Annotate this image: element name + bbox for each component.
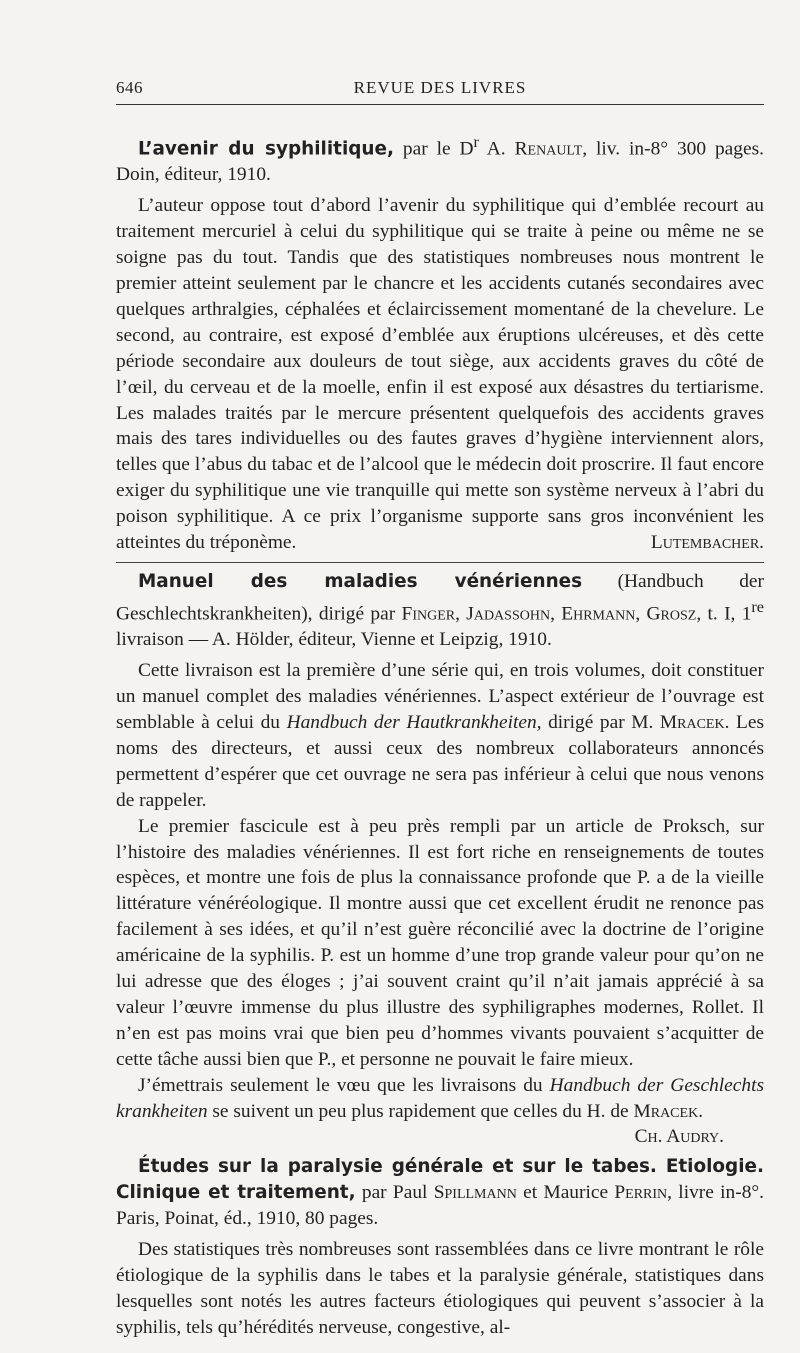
review-2-p1-c: . Les noms des directeurs, et aussi ceux des nombreux collaborateurs annoncés permettent d’espérer que cet ouvrage ne sera pas inférieur à celui que nous venons de rappeler.	[116, 711, 765, 811]
review-3-heading	[116, 1154, 764, 1232]
review-2-author-4: Grosz	[646, 603, 697, 625]
page-header	[116, 74, 764, 105]
review-2-heading	[116, 569, 764, 653]
page-number: 646	[116, 78, 143, 97]
review-1-author: Renault	[514, 138, 583, 160]
review-3-citation-a: par Paul	[355, 1182, 434, 1204]
review-2-paragraph-3	[116, 1073, 764, 1151]
review-2-p1-a: Cette livraison est la première d’une série qui, en trois volumes, doit constituer un manuel complet des maladies vénériennes. L’aspect extérieur de l’ouvrage est semblable à celui du	[116, 660, 764, 733]
review-1-heading	[116, 130, 764, 188]
review-2-title: Manuel des maladies vénériennes	[138, 570, 583, 592]
review-2-paragraph-1	[116, 658, 764, 813]
review-2-author-3: Ehrmann	[561, 603, 636, 625]
review-2-paragraph-2: Le premier fascicule est à peu près rempli par un article de Proksch, sur l’histoire des maladies vénériennes. Il est fort riche en renseignements de toutes espèces, et montre une fois de plus la connaissance profonde que P. a de la vieille littérature vénéréologique. Il montre aussi que cet excellent érudit ne renonce pas facilement à ses idées, et qu’il n’est guère réconcilié avec la doctrine de l’origine américaine de la syphilis. P. est un homme d’une trop grande valeur pour qu’on ne lui adresse que des éloges ; j’ai souvent craint qu’il n’ait jamais apprécié à sa valeur l’œuvre immense du plus illustre des syphiligraphes modernes, Rollet. Il n’en est pas moins vrai que bien peu d’hommes vivants pouvaient s’acquitter de cette tâche aussi bien que P., et personne ne pouvait le faire mieux.	[116, 815, 764, 1070]
review-3-title: Études sur la paralysie générale et sur le tabes. Etiologie. Clinique et traitement,	[116, 1156, 764, 1204]
review-1-signature: Lutembacher.	[650, 532, 764, 554]
review-2-signature: Ch. Audry.	[634, 1126, 724, 1148]
review-1-citation-c: , liv. in-8° 300 pages. Doin, éditeur, 1910.	[116, 138, 764, 186]
review-2-p3-a: J’émettrais seulement le vœu que les livraisons du	[138, 1074, 550, 1096]
separator-rule-1	[116, 562, 764, 563]
review-3-paragraph: Des statistiques très nombreuses sont rassemblées dans ce livre montrant le rôle étiologique de la syphilis dans le tabes et la paralysie générale, statistiques dans lesquelles sont notés les autres facteurs étiologiques qui peuvent s’associer à la syphilis, tels qu’hérédités nerveuse, congestive, al-	[116, 1239, 764, 1338]
review-2-p3-title: Handbuch der Geschlechts krankheiten	[116, 1074, 764, 1122]
review-2-citation-sup: re	[751, 598, 764, 616]
page-body	[116, 126, 764, 1341]
review-2-author-1: Finger	[401, 603, 456, 625]
review-1-citation-a: par le D	[393, 138, 474, 160]
review-2-author-2: Jadassohn	[466, 603, 551, 625]
review-1-paragraph: L’auteur oppose tout d’abord l’avenir du syphilitique qui d’emblée recourt au traitement mercuriel à celui du syphilitique qui se traite à peine ou même ne se soigne pas du tout. Tandis que des statistiques nombreuses nous montrent le premier atteint seulement par le chancre et les accidents cutanés secondaires avec quelques arthralgies, céphalées et éclaircissement momentané de la chevelure. Le second, au contraire, est exposé d’emblée aux éruptions ulcéreuses, et dès cette période secondaire aux douleurs de tout siège, aux accidents graves du côté de l’œil, du cerveau et de la moelle, enfin il est exposé aux désastres du tertiarisme. Les malades traités par le mercure présentent quelquefois des accidents graves mais des tares individuelles ou des fautes graves d’hygiène interviennent alors, telles que l’abus du tabac et de l’alcool que le médecin doit proscrire. Il faut encore exiger du syphilitique une vie tranquille qui mette son système nerveux à l’abri du poison syphilitique. A ce prix l’organisme supporte sans gros inconvénient les atteintes du tréponème.	[116, 195, 764, 554]
review-2-sep-3: ,	[635, 603, 647, 625]
review-1-citation-sup: r	[473, 134, 479, 151]
review-3-citation-b: et Maurice	[516, 1182, 615, 1204]
review-2-p1-name: Mracek	[659, 711, 725, 733]
review-3-author-2: Perrin	[614, 1182, 668, 1204]
review-2-citation-b: , t. I, 1	[696, 603, 752, 625]
review-2-citation-a: (Handbuch der Geschlechtskrankheiten), dirigé par	[116, 570, 764, 625]
review-2-p3-b: se suivent un peu plus rapidement que celles du H. de	[207, 1100, 634, 1122]
review-1-text	[116, 193, 764, 556]
running-title: REVUE DES LIVRES	[353, 78, 527, 97]
review-2-p1-b: dirigé par M.	[541, 711, 660, 733]
review-1-title: L’avenir du syphilitique,	[138, 138, 394, 160]
review-1-citation-b: A.	[478, 138, 515, 160]
review-3-author-1: Spillmann	[433, 1182, 517, 1204]
review-2-citation-c: livraison — A. Hölder, éditeur, Vienne et Leipzig, 1910.	[116, 629, 552, 651]
review-2-p3-name: Mracek	[633, 1100, 699, 1122]
review-2-sep-1: ,	[455, 603, 467, 625]
review-2-sep-2: ,	[550, 603, 562, 625]
review-2-p1-title: Handbuch der Hautkrankheiten,	[286, 711, 542, 733]
review-3-citation-c: , livre in-8°. Paris, Poinat, éd., 1910, 80 pages.	[116, 1182, 764, 1230]
review-2-p3-c: .	[698, 1100, 704, 1122]
